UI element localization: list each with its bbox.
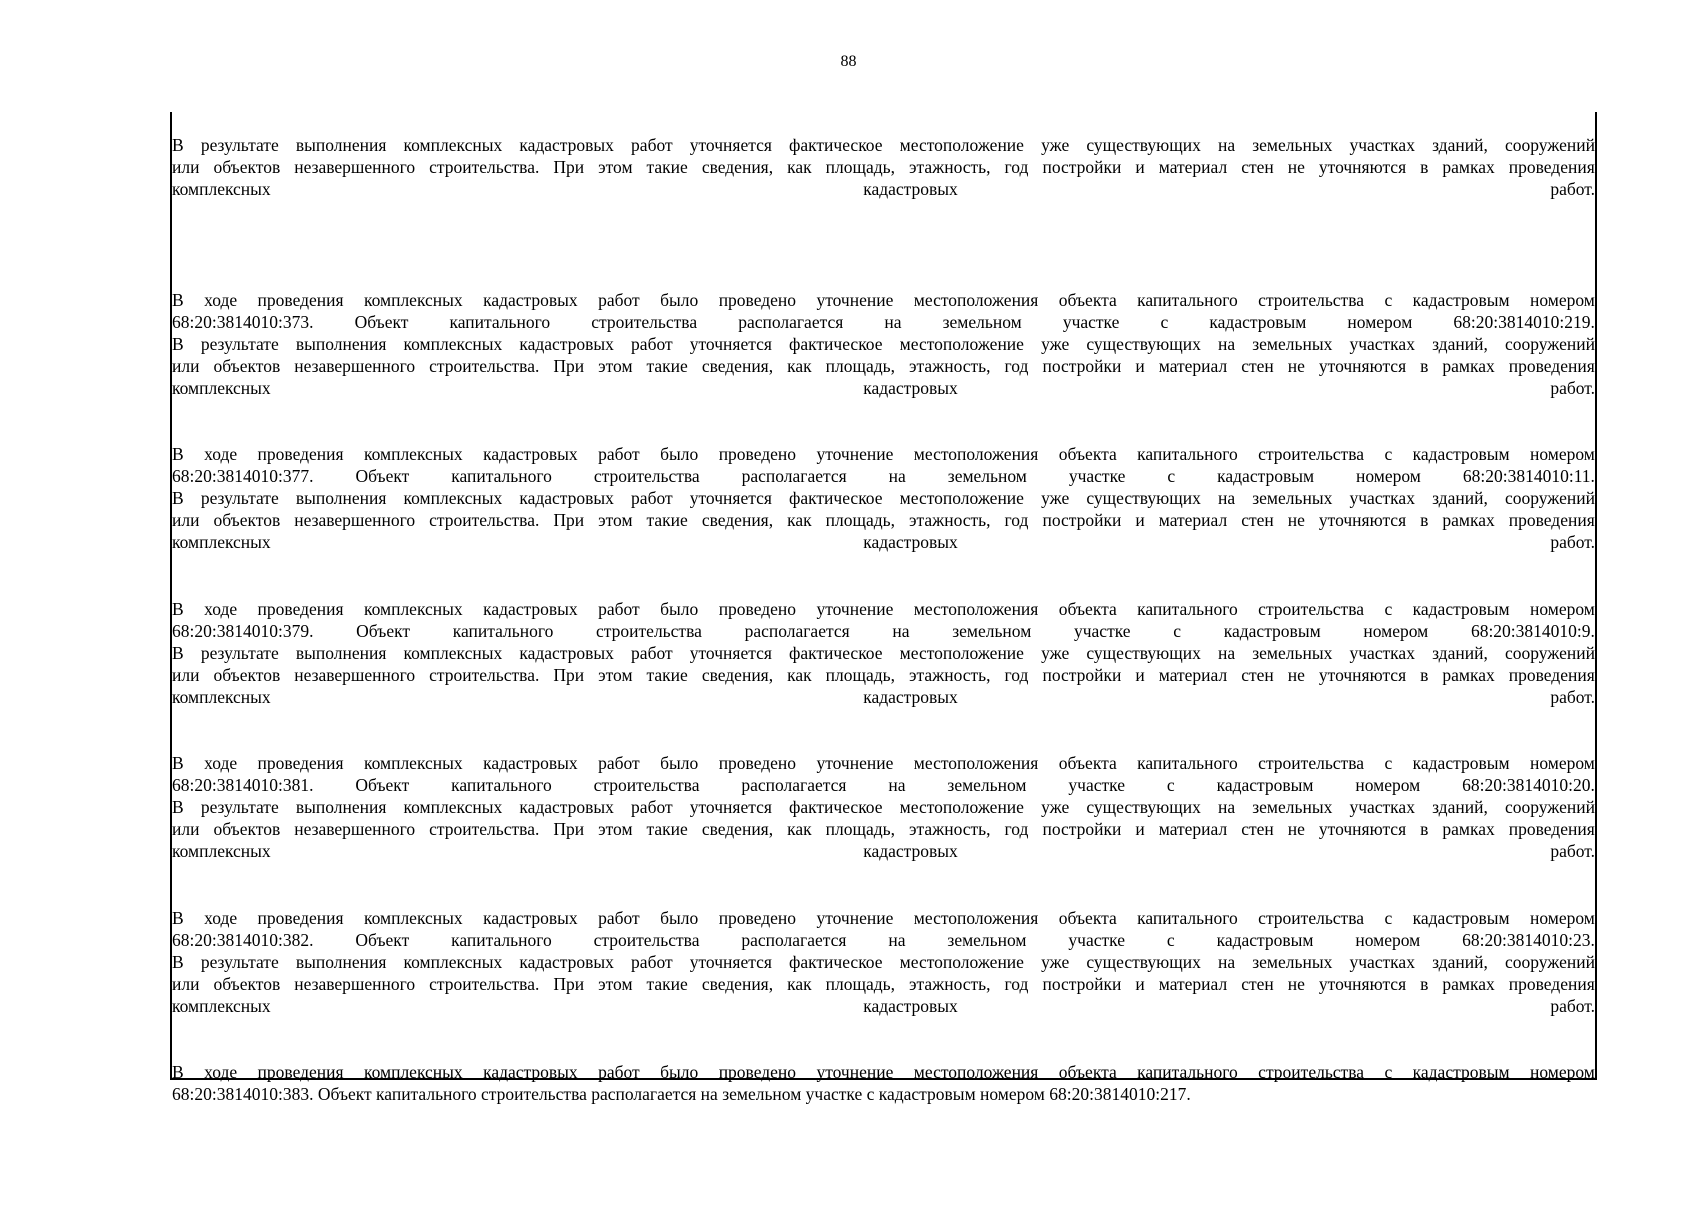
text-line: или объектов незавершенного строительства. При этом такие сведения, как площадь, этажность, год постройки и материал стен не уточняются в рамках проведения	[172, 664, 1595, 685]
cadastral-entry	[172, 907, 1595, 1062]
text-line: 68:20:3814010:379. Объект капитального строительства располагается на земельном участке с кадастровым номером 68:20:3814010:9.	[172, 620, 1595, 641]
text-line: комплексных кадастровых работ.	[172, 841, 1595, 861]
text-line: В ходе проведения комплексных кадастровых работ было проведено уточнение местоположения объекта капитального строительства с кадастровым номером	[172, 907, 1595, 928]
cadastral-entry	[172, 598, 1595, 753]
text-line: 68:20:3814010:383. Объект капитального строительства располагается на земельном участке с кадастровым номером 68:20:3814010:217.	[172, 1084, 1191, 1104]
cadastral-entry	[172, 443, 1595, 598]
cadastral-entry	[172, 134, 1595, 289]
text-line: 68:20:3814010:373. Объект капитального строительства располагается на земельном участке с кадастровым номером 68:20:3814010:219.	[172, 311, 1595, 332]
text-line: или объектов незавершенного строительства. При этом такие сведения, как площадь, этажность, год постройки и материал стен не уточняются в рамках проведения	[172, 157, 1595, 177]
text-line: В результате выполнения комплексных кадастровых работ уточняется фактическое местоположение уже существующих на земельных участках зданий, сооружений	[172, 642, 1595, 663]
document-content	[172, 134, 1595, 1216]
text-line: или объектов незавершенного строительства. При этом такие сведения, как площадь, этажность, год постройки и материал стен не уточняются в рамках проведения	[172, 819, 1595, 839]
text-line: комплексных кадастровых работ.	[172, 179, 1595, 199]
cadastral-entry	[172, 752, 1595, 907]
text-line: В результате выполнения комплексных кадастровых работ уточняется фактическое местоположение уже существующих на земельных участках зданий, сооружений	[172, 135, 1595, 155]
text-line: В ходе проведения комплексных кадастровых работ было проведено уточнение местоположения объекта капитального строительства с кадастровым номером	[172, 1062, 1595, 1082]
text-line: или объектов незавершенного строительства. При этом такие сведения, как площадь, этажность, год постройки и материал стен не уточняются в рамках проведения	[172, 973, 1595, 994]
text-line: комплексных кадастровых работ.	[172, 532, 1595, 552]
cadastral-entry	[172, 1061, 1595, 1216]
text-line: или объектов незавершенного строительства. При этом такие сведения, как площадь, этажность, год постройки и материал стен не уточняются в рамках проведения	[172, 510, 1595, 530]
text-line: комплексных кадастровых работ.	[172, 377, 1595, 398]
text-line: В результате выполнения комплексных кадастровых работ уточняется фактическое местоположение уже существующих на земельных участках зданий, сооружений	[172, 951, 1595, 972]
text-line: 68:20:3814010:381. Объект капитального строительства располагается на земельном участке с кадастровым номером 68:20:3814010:20.	[172, 775, 1595, 795]
cadastral-entry	[172, 289, 1595, 444]
text-line: комплексных кадастровых работ.	[172, 995, 1595, 1016]
text-line: или объектов незавершенного строительства. При этом такие сведения, как площадь, этажность, год постройки и материал стен не уточняются в рамках проведения	[172, 355, 1595, 376]
text-line: В ходе проведения комплексных кадастровых работ было проведено уточнение местоположения объекта капитального строительства с кадастровым номером	[172, 289, 1595, 310]
page-number: 88	[840, 53, 857, 70]
text-line: В ходе проведения комплексных кадастровых работ было проведено уточнение местоположения объекта капитального строительства с кадастровым номером	[172, 444, 1595, 464]
text-line: В результате выполнения комплексных кадастровых работ уточняется фактическое местоположение уже существующих на земельных участках зданий, сооружений	[172, 488, 1595, 508]
text-line: комплексных кадастровых работ.	[172, 686, 1595, 707]
text-line: В результате выполнения комплексных кадастровых работ уточняется фактическое местоположение уже существующих на земельных участках зданий, сооружений	[172, 797, 1595, 817]
text-line: 68:20:3814010:377. Объект капитального строительства располагается на земельном участке с кадастровым номером 68:20:3814010:11.	[172, 466, 1595, 486]
text-line: 68:20:3814010:382. Объект капитального строительства располагается на земельном участке с кадастровым номером 68:20:3814010:23.	[172, 929, 1595, 950]
text-line: В ходе проведения комплексных кадастровых работ было проведено уточнение местоположения объекта капитального строительства с кадастровым номером	[172, 753, 1595, 773]
text-line: В ходе проведения комплексных кадастровых работ было проведено уточнение местоположения объекта капитального строительства с кадастровым номером	[172, 598, 1595, 619]
text-line: В результате выполнения комплексных кадастровых работ уточняется фактическое местоположение уже существующих на земельных участках зданий, сооружений	[172, 333, 1595, 354]
